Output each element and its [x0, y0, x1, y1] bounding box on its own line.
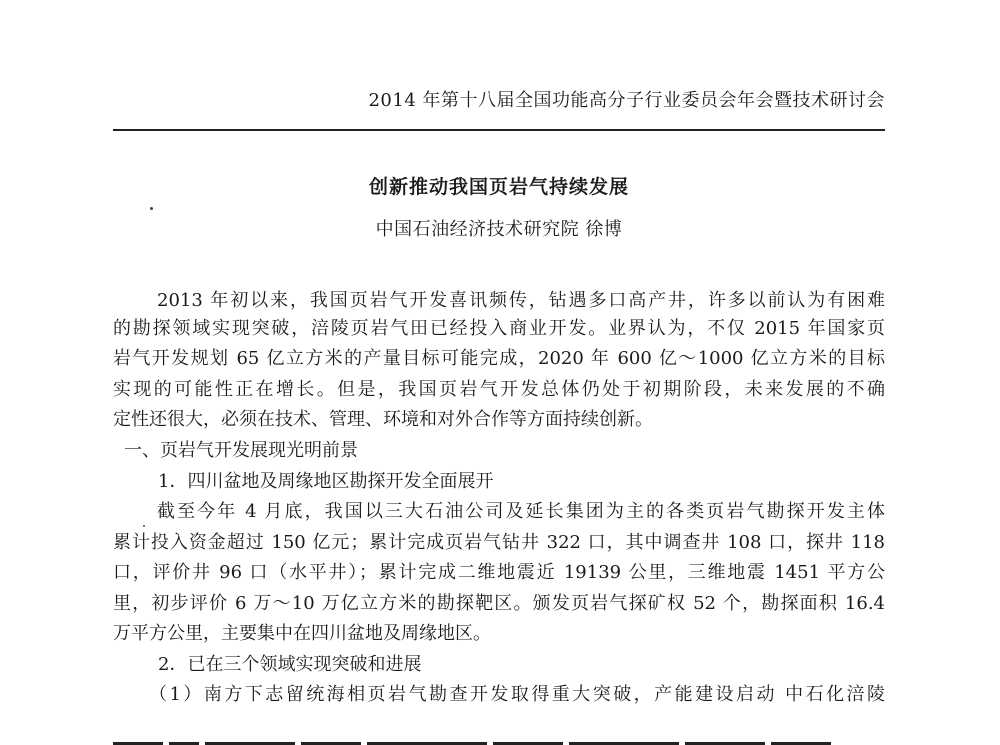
paragraph2-line-4: 里，初步评价 6 万～10 万亿立方米的勘探靶区。颁发页岩气探矿权 52 个，勘探面积 16.4 — [113, 593, 885, 614]
paragraph1-line-5: 定性还很大，必须在技术、管理、环境和对外合作等方面持续创新。 — [113, 409, 653, 430]
paragraph2-line-1: 截至今年 4 月底，我国以三大石油公司及延长集团为主的各类页岩气勘探开发主体 — [157, 501, 885, 522]
paragraph1-line-2: 的勘探领域实现突破，涪陵页岩气田已经投入商业开发。业界认为，不仅 2015 年国家页 — [113, 318, 885, 339]
scan-speck — [143, 525, 145, 527]
scan-speck — [150, 207, 153, 210]
sub2-heading: 2．已在三个领域实现突破和进展 — [158, 654, 422, 675]
paragraph2-line-2: 累计投入资金超过 150 亿元；累计完成页岩气钻井 322 口，其中调查井 108 口，探井 118 — [113, 532, 885, 553]
article-title: 创新推动我国页岩气持续发展 — [368, 176, 629, 198]
paragraph1-line-4: 实现的可能性正在增长。但是，我国页岩气开发总体仍处于初期阶段，未来发展的不确 — [113, 379, 885, 400]
paragraph2-line-3: 口，评价井 96 口（水平井）；累计完成二维地震近 19139 公里，三维地震 1451 平方公 — [113, 562, 885, 583]
article-author: 中国石油经济技术研究院 徐博 — [375, 219, 623, 240]
header-rule — [113, 129, 885, 131]
paragraph1-line-3: 岩气开发规划 65 亿立方米的产量目标可能完成，2020 年 600 亿～1000 亿立方米的目标 — [113, 348, 885, 369]
paragraph2-line-5: 万平方公里，主要集中在四川盆地及周缘地区。 — [113, 623, 491, 644]
paragraph3-line-1: （1）南方下志留统海相页岩气勘查开发取得重大突破，产能建设启动 中石化涪陵 — [149, 684, 885, 705]
conference-header: 2014 年第十八届全国功能高分子行业委员会年会暨技术研讨会 — [368, 90, 885, 111]
section1-heading: 一、页岩气开发展现光明前景 — [124, 440, 358, 461]
paragraph1-line-1: 2013 年初以来，我国页岩气开发喜讯频传，钻遇多口高产井，许多以前认为有困难 — [157, 290, 885, 311]
cut-off-text-line — [113, 736, 885, 745]
sub1-heading: 1．四川盆地及周缘地区勘探开发全面展开 — [158, 471, 494, 492]
